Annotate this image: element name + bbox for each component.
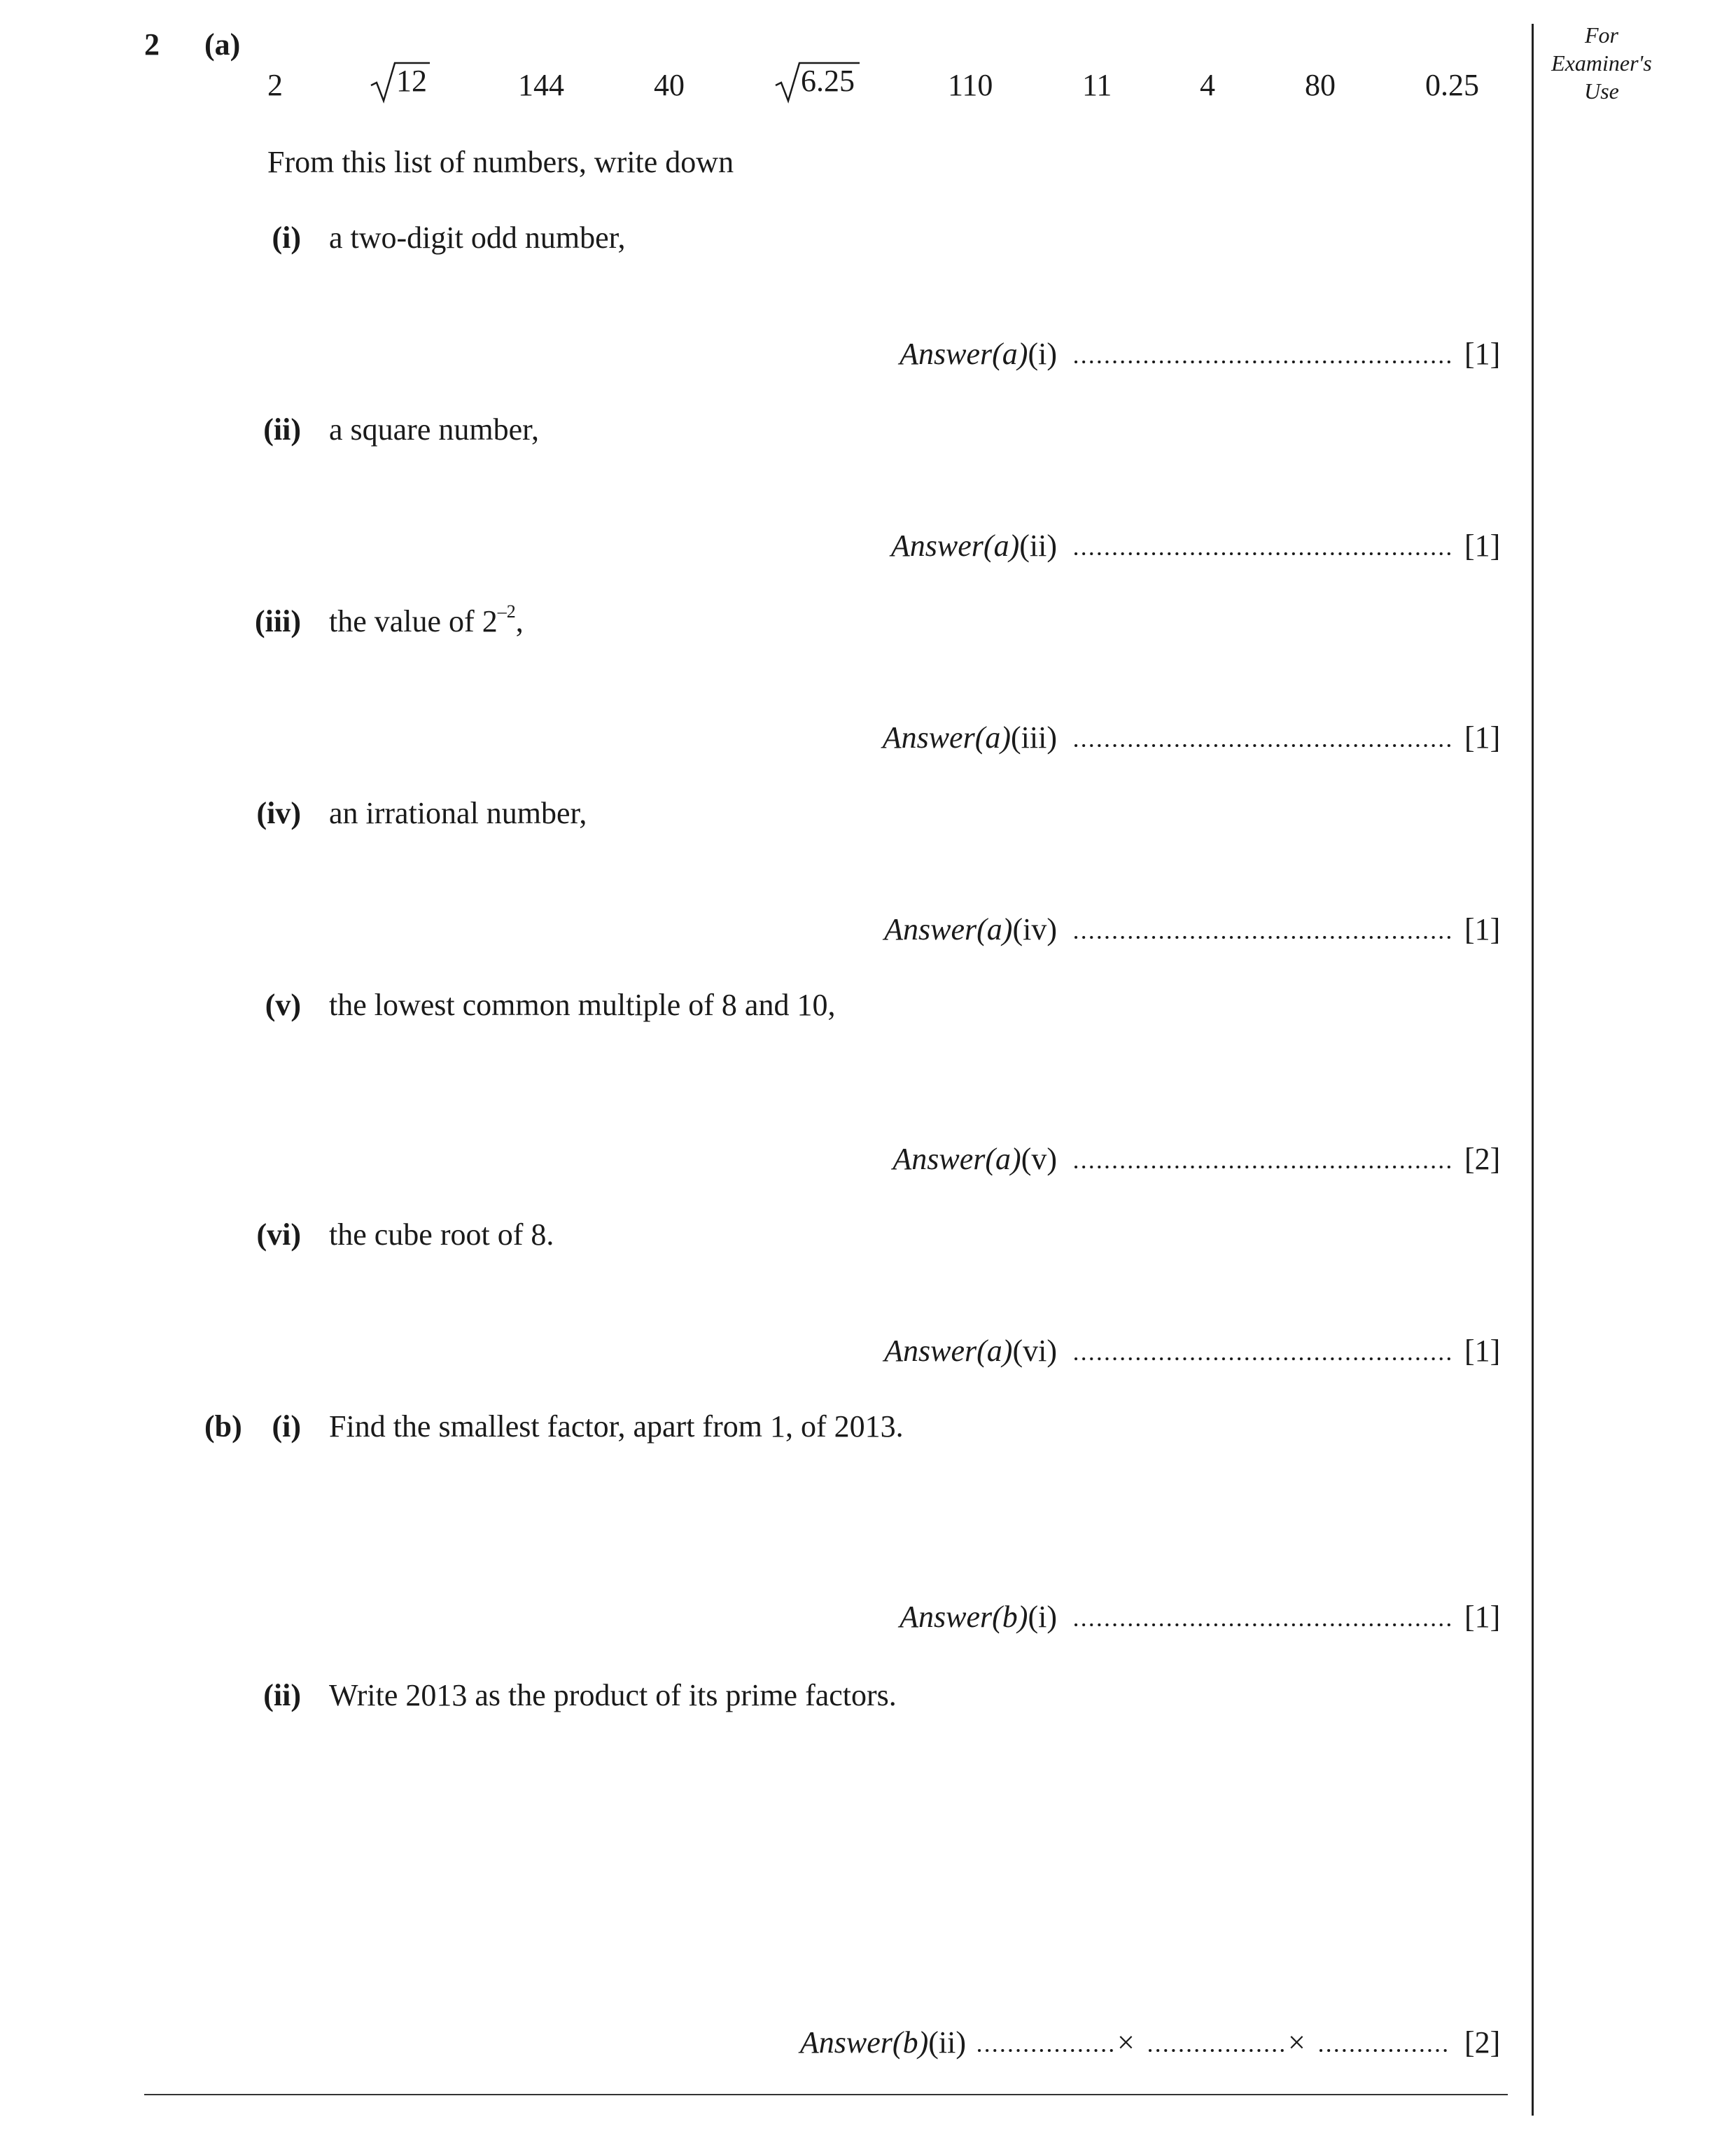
answer-label: Answer(a)(i) [899,337,1057,371]
number-item: 80 [1305,68,1336,102]
number-item: 0.25 [1425,68,1479,102]
answer-label: Answer(a)(iv) [884,912,1057,946]
item-text: the lowest common multiple of 8 and 10, [329,988,836,1022]
answer-label: Answer(b)(i) [899,1600,1057,1634]
answer-label: Answer(a)(iii) [882,720,1057,755]
number-item: 6.25 [801,64,855,98]
number-item: 4 [1200,68,1215,102]
number-item: 2 [267,68,283,102]
answer-label: Answer(a)(v) [892,1142,1057,1176]
answer-line[interactable] [1074,1357,1452,1361]
item-label: (vi) [256,1217,301,1252]
sqrt-expression [776,62,860,104]
part-a-label: (a) [204,27,241,62]
answer-line[interactable] [977,2048,1114,2053]
times-sign: × [1117,2025,1135,2060]
sqrt-expression [371,62,430,104]
number-item: 40 [654,68,685,102]
item-label: (ii) [263,412,301,447]
item-text: Write 2013 as the product of its prime factors. [329,1678,897,1712]
marks-badge: [1] [1464,1600,1501,1634]
item-label: (iv) [256,796,301,830]
item-label: (ii) [263,1678,301,1712]
answer-label: Answer(b)(ii) [799,2025,966,2060]
answer-line[interactable] [1074,360,1452,364]
answer-line[interactable] [1074,552,1452,556]
examiner-line-3: Use [1584,78,1619,104]
answer-label: Answer(a)(vi) [884,1334,1057,1368]
item-text: an irrational number, [329,796,587,830]
marks-badge: [1] [1464,1334,1501,1368]
examiner-margin-line [1532,24,1534,2116]
number-item: 144 [518,68,564,102]
question-number: 2 [144,27,160,62]
answer-line[interactable] [1074,935,1452,939]
times-sign: × [1288,2025,1306,2060]
examiner-line-1: For [1585,22,1618,48]
marks-badge: [1] [1464,912,1501,946]
exponent: –2 [497,601,516,622]
answer-label: Answer(a)(ii) [890,529,1057,563]
part-b-label: (b) [204,1409,242,1444]
answer-line[interactable] [1074,1623,1452,1627]
item-label: (i) [272,221,301,255]
marks-badge: [1] [1464,720,1501,755]
item-label: (i) [272,1409,301,1444]
number-item: 11 [1082,68,1112,102]
answer-line[interactable] [1074,1165,1452,1169]
examiner-use-box [1539,21,1665,105]
number-item: 110 [948,68,993,102]
item-label: (v) [265,988,301,1022]
answer-line[interactable] [1074,743,1452,748]
item-text: the cube root of 8. [329,1217,554,1252]
marks-badge: [1] [1464,529,1501,563]
marks-badge: [1] [1464,337,1501,371]
intro-text: From this list of numbers, write down [267,145,734,179]
marks-badge: [2] [1464,1142,1501,1176]
answer-line[interactable] [1148,2048,1285,2053]
marks-badge: [2] [1464,2025,1501,2060]
answer-line[interactable] [1319,2048,1452,2053]
item-label: (iii) [255,604,301,638]
examiner-line-2: Examiner's [1551,50,1652,76]
number-item: 12 [396,64,427,98]
item-text: a two-digit odd number, [329,221,626,255]
page-bottom-rule [144,2094,1508,2095]
item-text: a square number, [329,412,540,447]
item-text: Find the smallest factor, apart from 1, of 2013. [329,1409,904,1444]
item-text: the value of $2^{-2}$, [329,601,524,638]
